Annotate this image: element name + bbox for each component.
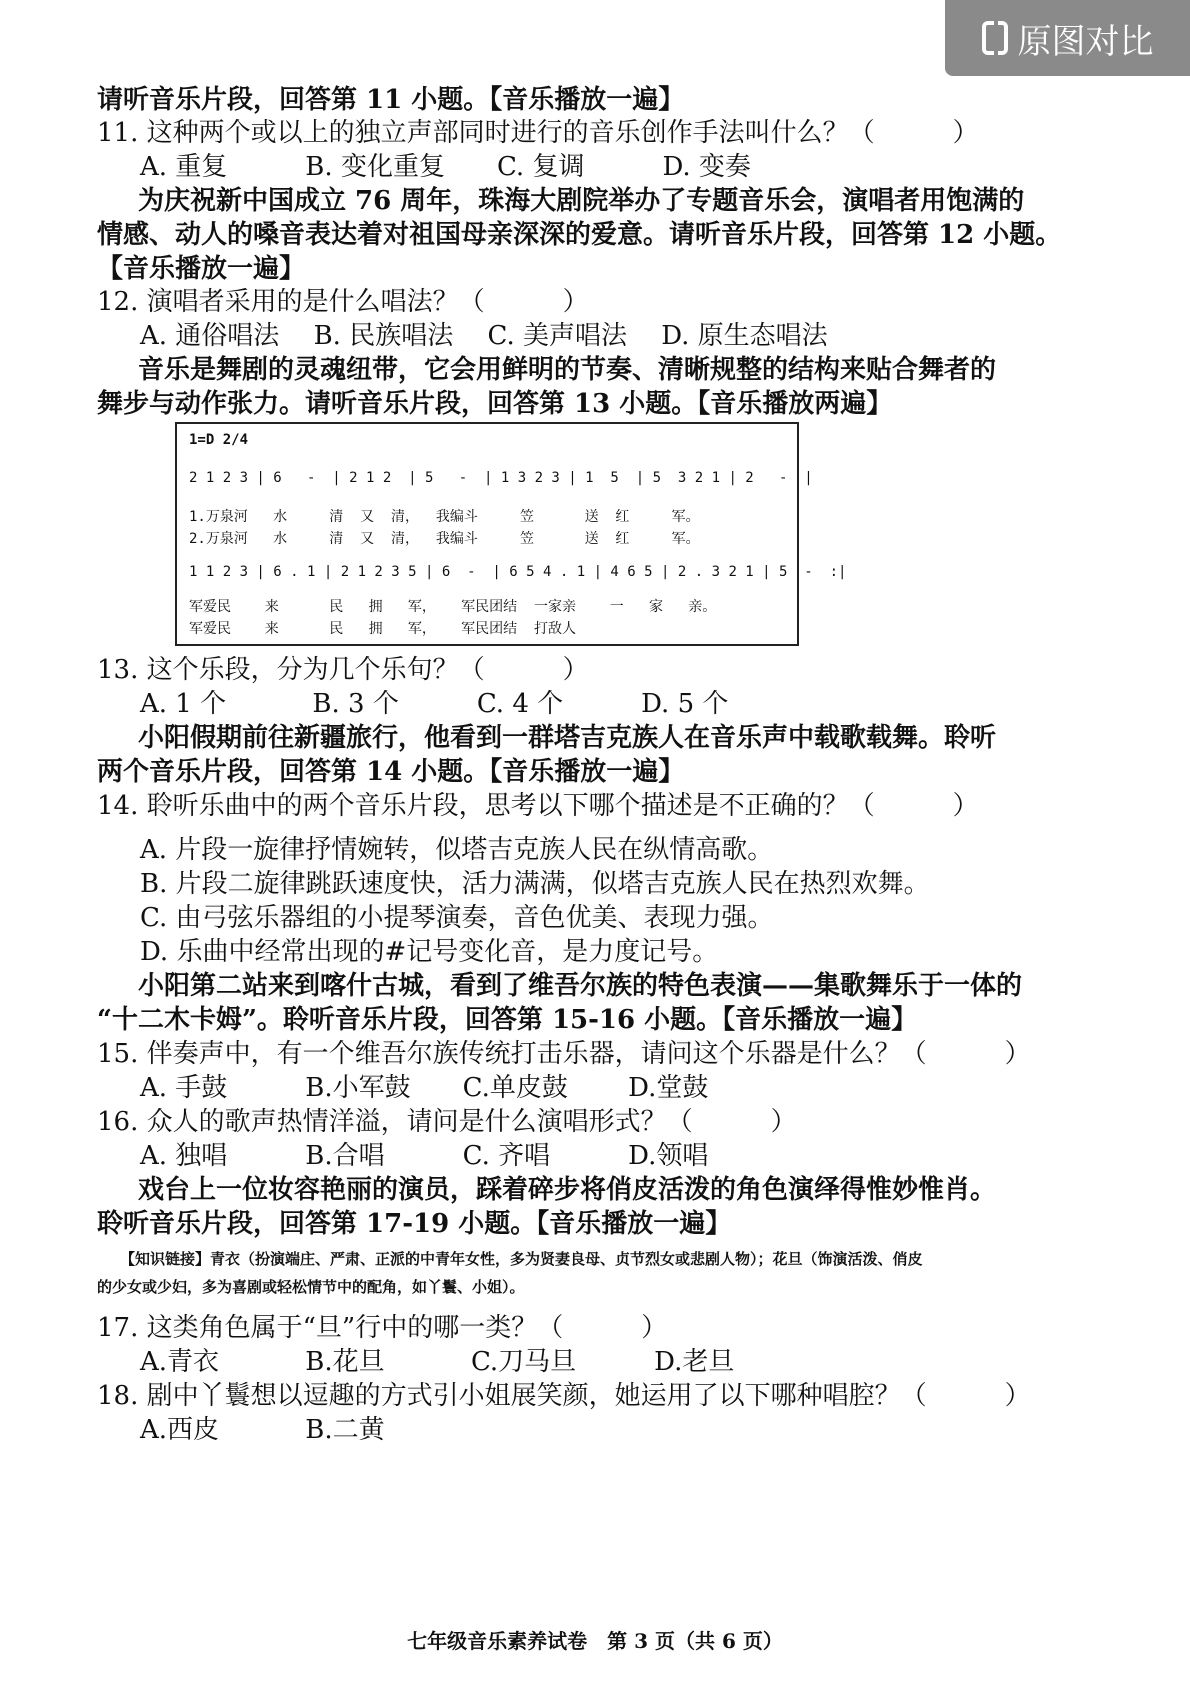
text-line-l11: 戏台上一位妆容艳丽的演员，踩着碎步将俏皮活泼的角色演绎得惟妙惟肖。	[138, 1175, 997, 1205]
text-line-q12: 12. 演唱者采用的是什么唱法？（ ）	[97, 287, 589, 317]
text-line-l1: 请听音乐片段，回答第 11 小题。【音乐播放一遍】	[97, 85, 685, 115]
text-line-q15: 15. 伴奏声中，有一个维吾尔族传统打击乐器，请问这个乐器是什么？（ ）	[97, 1039, 1031, 1069]
text-line-l5: 音乐是舞剧的灵魂纽带，它会用鲜明的节奏、清晰规整的结构来贴合舞者的	[138, 355, 997, 385]
text-line-l10: “十二木卡姆”。聆听音乐片段，回答第 15-16 小题。【音乐播放一遍】	[97, 1005, 918, 1035]
text-line-l7: 小阳假期前往新疆旅行，他看到一群塔吉克族人在音乐声中载歌载舞。聆听	[138, 723, 997, 753]
page-footer: 七年级音乐素养试卷 第 3 页（共 6 页）	[407, 1629, 783, 1653]
text-line-q18: 18. 剧中丫鬟想以逗趣的方式引小姐展笑颜，她运用了以下哪种唱腔？（ ）	[97, 1381, 1031, 1411]
text-line-q14a: A. 片段一旋律抒情婉转，似塔吉克族人民在纵情高歌。	[140, 835, 774, 865]
text-line-l4: 【音乐播放一遍】	[97, 254, 306, 284]
text-line-q12o: A. 通俗唱法 B. 民族唱法 C. 美声唱法 D. 原生态唱法	[140, 321, 828, 351]
compare-original-button[interactable]	[945, 0, 1190, 76]
text-line-q14b: B. 片段二旋律跳跃速度快，活力满满，似塔吉克族人民在热烈欢舞。	[140, 869, 930, 899]
text-line-q11: 11. 这种两个或以上的独立声部同时进行的音乐创作手法叫什么？（ ）	[97, 118, 979, 148]
music-score	[175, 422, 847, 646]
text-line-l12: 聆听音乐片段，回答第 17-19 小题。【音乐播放一遍】	[97, 1209, 732, 1239]
score-lyrics-2-1: 军爱民 来 民 拥 军， 军民团结 一家亲 一 家 亲。	[189, 599, 717, 615]
text-line-q14c: C. 由弓弦乐器组的小提琴演奏，音色优美、表现力强。	[140, 903, 774, 933]
text-line-q17o: A.青衣 B.花旦 C.刀马旦 D.老旦	[140, 1347, 735, 1377]
compare-icon	[982, 21, 1008, 55]
text-line-q16o: A. 独唱 B.合唱 C. 齐唱 D.领唱	[140, 1141, 709, 1171]
text-line-l2: 为庆祝新中国成立 76 周年，珠海大剧院举办了专题音乐会，演唱者用饱满的	[138, 186, 1025, 216]
text-line-q16: 16. 众人的歌声热情洋溢，请问是什么演唱形式？（ ）	[97, 1107, 797, 1137]
text-line-q14d: D. 乐曲中经常出现的#记号变化音，是力度记号。	[140, 937, 719, 967]
text-line-q15o: A. 手鼓 B.小军鼓 C.单皮鼓 D.堂鼓	[140, 1073, 709, 1103]
compare-button-label: 原图对比	[1017, 21, 1154, 62]
score-key: 1=D 2/4	[189, 432, 249, 448]
text-line-l6: 舞步与动作张力。请听音乐片段，回答第 13 小题。【音乐播放两遍】	[97, 389, 893, 419]
text-line-q18o: A.西皮 B.二黄	[140, 1415, 385, 1445]
score-lyrics-1-2: 2.万泉河 水 清 又 清， 我编斗 笠 送 红 军。	[189, 531, 700, 547]
score-lyrics-2-2: 军爱民 来 民 拥 军， 军民团结 打敌人	[189, 621, 577, 637]
text-line-q17: 17. 这类角色属于“旦”行中的哪一类？（ ）	[97, 1313, 668, 1343]
score-lyrics-1-1: 1.万泉河 水 清 又 清， 我编斗 笠 送 红 军。	[189, 509, 700, 525]
text-line-q13o: A. 1 个 B. 3 个 C. 4 个 D. 5 个	[140, 689, 729, 719]
text-line-l9: 小阳第二站来到喀什古城，看到了维吾尔族的特色表演——集歌舞乐于一体的	[138, 971, 1023, 1001]
knowledge-link-line-2: 的少女或少妇，多为喜剧或轻松情节中的配角，如丫鬟、小姐）。	[97, 1278, 525, 1296]
text-line-q11o: A. 重复 B. 变化重复 C. 复调 D. 变奏	[140, 152, 751, 182]
text-line-l3: 情感、动人的嗓音表达着对祖国母亲深深的爱意。请听音乐片段，回答第 12 小题。	[97, 220, 1062, 250]
score-notes-row-1: 2 1 2 3 | 6 - | 2 1 2 | 5 - | 1 3 2 3 | 1 5 | 5 3 2 1 | 2 - |	[189, 470, 813, 486]
knowledge-link-line-1: 【知识链接】青衣（扮演端庄、严肃、正派的中青年女性，多为贤妻良母、贞节烈女或悲剧人物）；花旦（饰演活泼、俏皮	[120, 1250, 923, 1268]
text-line-q14: 14. 聆听乐曲中的两个音乐片段，思考以下哪个描述是不正确的？（ ）	[97, 791, 979, 821]
text-line-l8: 两个音乐片段，回答第 14 小题。【音乐播放一遍】	[97, 757, 685, 787]
text-line-q13: 13. 这个乐段，分为几个乐句？（ ）	[97, 655, 589, 685]
score-notes-row-2: 1 1 2 3 | 6 . 1 | 2 1 2 3 5 | 6 - | 6 5 4 . 1 | 4 6 5 | 2 . 3 2 1 | 5 - :|	[189, 564, 847, 580]
